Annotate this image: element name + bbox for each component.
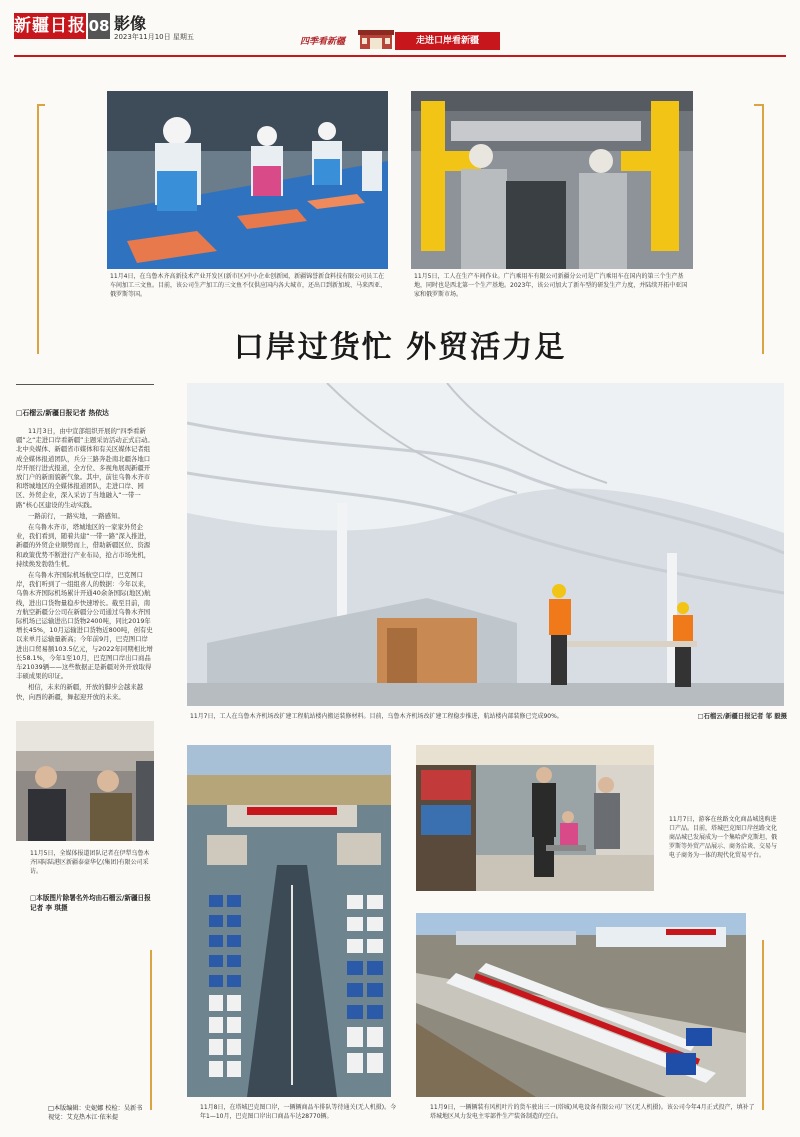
photo-reporters-interview [16,721,154,841]
photo-credit-left: □本版图片除署名外均由石榴云/新疆日报记者 李 琪摄 [30,894,151,912]
credit-airport-terminal: □石榴云/新疆日报记者 邹 毅摄 [697,712,787,720]
caption-salmon-factory: 11月4日，在乌鲁木齐高新技术产业开发区(新市区)中小企业创新园，新疆锦誉新食料技有限公司员工在车间加工三文鱼。目前，该公司生产加工的三文鱼不仅供应国内各大城市，还出口到新加坡、马来西亚、俄罗斯等国。 [110,273,387,298]
caption-reporters-interview: 11月5日，全媒体报道团队记者在伊犁乌鲁木齐国际陆港区新疆泰豪华亿(集团)有限公司采访。 [30,850,150,875]
masthead-rule [14,55,786,57]
photo-car-factory [411,91,693,269]
footer-editor-line1: □本版编辑：史妮娜 校检：吴新书 [48,1105,143,1112]
frame-line-right-top [762,104,764,354]
footer-editor [48,1104,188,1122]
article-paragraph: 一路前行，一路实地，一路感知。 [28,511,124,520]
section-name: 影像 [114,14,147,33]
article-paragraph: 相信，未来的新疆，开放的脚步会越来越快，向西的新疆，舞起迎开放的未来。 [16,683,144,701]
caption-bakitu-port-trucks: 11月8日，在塔城巴克图口岸，一辆辆商品车排队等待通关(无人机摄)。今年1—10月，巴克图口岸出口商品车达28770辆。 [200,1104,397,1120]
caption-car-factory: 11月5日，工人在生产车间作业。广汽乘用车有限公司新疆分公司是广汽乘用车在国内的第三个生产基地，同时也是西北第一个生产基地。2023年，该公司加大了新车型的研发生产力度，并陆续开拓中亚国家和俄罗斯市场。 [414,273,688,298]
article-byline: □石榴云/新疆日报记者 热依达 [16,409,109,417]
caption-airport-terminal: 11月7日，工人在乌鲁木齐机场改扩建工程航站楼内搬运装修材料。目前，乌鲁木齐机场改扩建工程稳步推进，航站楼内部装修已完成90%。 [190,713,563,720]
paper-name-logo: 新疆日报 [14,13,86,39]
banner-gate-icon [358,26,394,50]
masthead [0,0,800,62]
photo-wind-turbine-blades [416,913,746,1097]
issue-date: 2023年11月10日 星期五 [114,33,194,41]
photo-airport-terminal [187,383,784,706]
article-top-rule [16,384,154,385]
footer-editor-line2: 视觉：艾克热木江·依米提 [48,1114,119,1121]
frame-line-left-top [37,104,39,354]
photo-bakitu-port-trucks [187,745,391,1097]
banner-right-text: 走进口岸看新疆 [395,32,500,50]
photo-salmon-factory [107,91,388,269]
article-body [16,427,154,704]
caption-silk-road-mall: 11月7日，游客在丝路文化商品城选购进口产品。目前，塔城巴克图口岸丝路文化商品城已发展成为一个集哈萨克斯坦、俄罗斯等外贸产品展示、商务洽谈、交易与电子商务为一体的现代化贸易平台。 [669,816,778,859]
frame-line-right-top-h [754,104,762,106]
frame-line-left-top-h [37,104,45,106]
article-paragraph: 在乌鲁木齐市，塔城地区的一家家外贸企业，我们看到，随着共建“一带一路”深入推进，新疆的外贸企业顺势而上，借助新疆区位、资源和政策优势不断进行产业布局，抢占市场先机，持续焕发勃勃生机。 [16,523,151,568]
frame-line-bottom-left [150,950,152,1110]
caption-wind-turbine-blades: 11月9日，一辆辆装有风机叶片的货车驶出三一(塔城)风电设备有限公司厂区(无人机摄)。该公司今年4月正式投产，填补了塔城地区风力发电主零部件生产装备制造的空白。 [430,1104,755,1120]
banner-left-text: 四季看新疆 [300,37,346,47]
photo-silk-road-mall [416,745,654,891]
frame-line-bottom-right [762,940,764,1110]
article-paragraph: 11月3日，由中宣部组织开展的“四季看新疆”之“走进口岸看新疆”主题采访活动正式启动。北中央媒体、新疆省市媒体和有关区媒体记者组成全媒体报道团队，兵分三路奔赴南北疆各地口岸开展行进式报道，全方位、多视角展现新疆开放门户的新面貌新气象。其中，前往乌鲁木齐市和塔城地区的全媒体报道团队，走进口岸、园区、外贸企业，深入采访了当地融入“一带一路”核心区建设的生动实践。 [16,427,154,509]
article-paragraph: 在乌鲁木齐国际机场航空口岸，巴克图口岸，我们听到了一组组喜人的数据：今年以来，乌鲁木齐国际机场累计开通40余条国际(地区)航线，进出口货物量稳步快速增长。截至目前，南方航空新疆分公司在新疆分公司通过乌鲁木齐国际机场已运输进出口货物2400吨，同比2019年增长45%，10月运输进口货物近800吨，创有史以来单月运输量新高；今年前9月，巴克图口岸进出口贸易额103.5亿元，与2022年同期相比增长58.1%，今年1至10月，巴克图口岸出口商品车21039辆——这些数据正是新疆对外开放取得丰硕成果的印证。 [16,571,153,681]
page-number: 08 [88,13,110,39]
headline: 口岸过货忙 外贸活力足 [233,330,567,365]
